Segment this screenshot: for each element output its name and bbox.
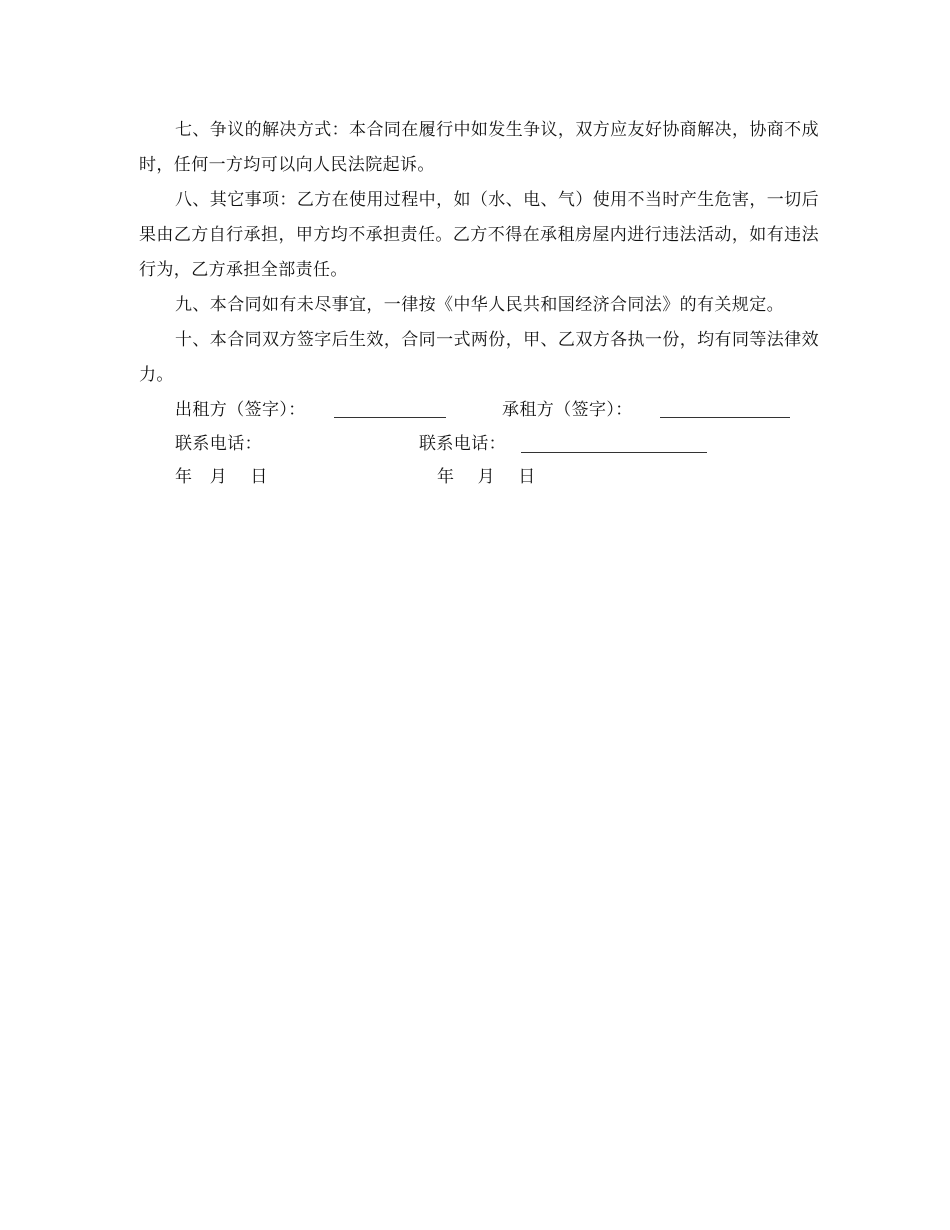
lessee-signature-line	[660, 417, 790, 418]
clause-effectiveness: 十、本合同双方签字后生效，合同一式两份，甲、乙双方各执一份，均有同等法律效力。	[139, 330, 819, 385]
lessee-signature-label: 承租方（签字）：	[502, 400, 633, 420]
clause-other-matters: 八、其它事项：乙方在使用过程中，如（水、电、气）使用不当时产生危害，一切后果由乙方自行承担，甲方均不承担责任。乙方不得在承租房屋内进行违法活动，如有违法行为，乙方承担全部责任。	[139, 190, 819, 280]
lessee-phone-label: 联系电话：	[419, 434, 506, 454]
lessor-signature-label: 出租方（签字）：	[175, 400, 306, 420]
clause-dispute-resolution: 七、争议的解决方式：本合同在履行中如发生争议，双方应友好协商解决，协商不成时，任何一方均可以向人民法院起诉。	[139, 120, 819, 175]
lessee-phone-line	[521, 452, 707, 453]
lessor-signature-line	[334, 417, 446, 418]
lessor-phone-label: 联系电话：	[175, 434, 262, 454]
lessor-date: 年 月 日	[175, 467, 268, 487]
clause-unresolved-matters: 九、本合同如有未尽事宜，一律按《中华人民共和国经济合同法》的有关规定。	[175, 295, 784, 315]
lessee-date: 年 月 日	[437, 467, 536, 487]
